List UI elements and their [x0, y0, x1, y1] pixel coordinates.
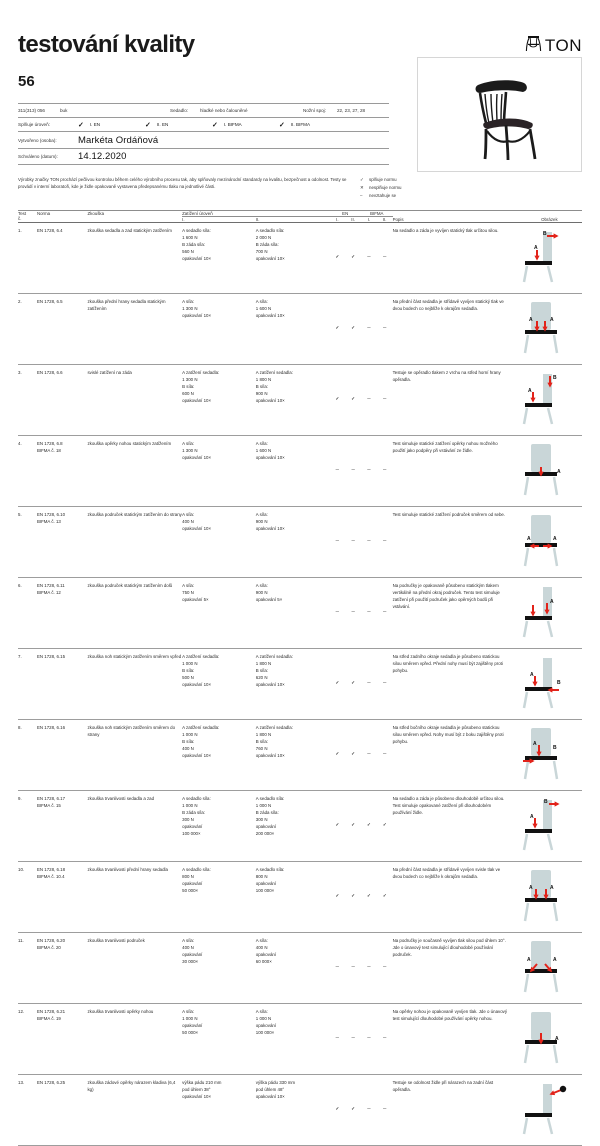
row-description: Na střed zadního okraje sedadla je působeno statickou silou směrem vpřed. Přední nohy musí být zajištěny proti pohybu.	[393, 649, 517, 720]
mark-1: ✓	[345, 365, 361, 436]
mark-0: –	[329, 933, 345, 1004]
row-test-name: zkouška područek statickým zatížením dolů	[87, 578, 182, 649]
svg-text:B: B	[552, 375, 557, 382]
mark-2: ✓	[361, 862, 377, 933]
armrest-durability-icon	[517, 938, 575, 996]
svg-text:A: A	[532, 741, 537, 748]
seat-back-durability-icon	[517, 796, 575, 854]
row-level-1: A síla: 400 N opakování 10×	[182, 507, 256, 578]
row-figure	[517, 294, 582, 365]
seat-back-static-load-icon	[517, 228, 575, 286]
row-level-2: A síla: 900 N opakování 5×	[256, 578, 330, 649]
table-body	[18, 223, 582, 1146]
mark-3: –	[377, 294, 393, 365]
legend-label: nevztahuje se	[369, 193, 397, 199]
row-norm: EN 1728, 6.25	[37, 1075, 88, 1146]
level-name: II. BIFMA	[290, 122, 311, 127]
legend-label: splňuje normu	[369, 177, 397, 182]
row-norm: EN 1728, 6.4	[37, 223, 88, 294]
row-level-2: A síla: 1 000 N opakování 100 000×	[256, 1004, 330, 1075]
mark-2: –	[361, 1075, 377, 1146]
row-description: Testuje se odolnost židle při nárazech na zadní část opěradla.	[393, 1075, 517, 1146]
row-number: 11.	[18, 933, 37, 1004]
legend	[360, 176, 401, 200]
svg-text:B: B	[543, 799, 548, 806]
level-item-2	[212, 121, 279, 129]
mark-0: ✓	[329, 720, 345, 791]
row-number: 12.	[18, 1004, 37, 1075]
col-header-bifma-1: I.	[367, 217, 371, 223]
row-norm: EN 1728, 6.10 BIFMA č. 13	[37, 507, 88, 578]
svg-text:A: A	[529, 814, 534, 821]
row-description: Na područky je současně vyvíjen tlak silou pod úhlem 10°. Jde o únavový test simulující dlouhodobé používání područek.	[393, 933, 517, 1004]
row-level-1: A zatížení sedadla: 1 300 N B síla: 600 N opakování 10×	[182, 365, 256, 436]
svg-text:A: A	[528, 885, 533, 892]
row-figure	[517, 649, 582, 720]
row-level-1: A síla: 1 000 N opakování 50 000×	[182, 1004, 256, 1075]
mark-0: ✓	[329, 223, 345, 294]
col-header-test: Zkouška	[87, 211, 105, 217]
col-header-en-1: I.	[336, 217, 339, 223]
legs-forward-load-icon	[517, 654, 575, 712]
page-title: testování kvality	[18, 31, 195, 58]
footrest-static-load-icon	[517, 441, 575, 499]
mark-0: –	[329, 1004, 345, 1075]
col-header-en-group: EN	[329, 211, 361, 217]
svg-text:A: A	[533, 245, 538, 252]
svg-text:A: A	[529, 672, 534, 679]
level-item-1	[145, 121, 212, 129]
check-icon: ✓	[78, 121, 84, 129]
svg-text:A: A	[549, 317, 554, 324]
row-description: Na opěrky nohou je opakovaně vyvíjen tlak. Jde o únavový test simulující dlouhodobé používání opěrky nohou.	[393, 1004, 517, 1075]
armrest-down-load-icon	[517, 583, 575, 641]
seat-label: Sedadlo:	[170, 108, 189, 113]
table-row	[18, 720, 582, 791]
row-level-1: A sedadlo síla: 800 N opakování 50 000×	[182, 862, 256, 933]
check-icon: ✓	[145, 121, 151, 129]
row-norm: EN 1728, 6.5	[37, 294, 88, 365]
product-code: 311(313) 056	[18, 108, 45, 113]
mark-1: ✓	[345, 720, 361, 791]
mark-1: –	[345, 436, 361, 507]
table-row	[18, 933, 582, 1004]
footrest-durability-icon	[517, 1009, 575, 1067]
row-level-1: A síla: 750 N opakování 5×	[182, 578, 256, 649]
legend-label: nesplňuje normu	[369, 185, 402, 191]
row-test-name: zkouška trvanlivosti sedadla a zad	[87, 791, 182, 862]
row-figure	[517, 365, 582, 436]
row-level-2: A síla: 1 600 N opakování 10×	[256, 436, 330, 507]
row-level-2: A zatížení sedadla: 1 800 N B síla: 900 N opakování 10×	[256, 365, 330, 436]
mark-2: –	[361, 649, 377, 720]
col-header-image: Obrázek	[541, 217, 558, 223]
check-icon: ✓	[212, 121, 218, 129]
seat-value: hladké nebo čalouněné	[200, 108, 248, 113]
mark-2: –	[361, 933, 377, 1004]
row-norm: EN 1728, 6.6	[37, 365, 88, 436]
table-header	[18, 211, 582, 223]
row-number: 7.	[18, 649, 37, 720]
row-description: Test simuluje statické zatížení opěrky nohou možného použití jako podpěry při vstávání ze židle.	[393, 436, 517, 507]
row-level-1: A sedadlo síla: 1 000 N B záda síla: 300 N opakování 100 000×	[182, 791, 256, 862]
row-level-2: A síla: 400 N opakování 60 000×	[256, 933, 330, 1004]
row-description: Na sedadlo a záda je vyvíjen statický tlak určitou silou.	[393, 223, 517, 294]
mark-1: ✓	[345, 791, 361, 862]
row-figure	[517, 1004, 582, 1075]
row-level-2: A síla: 1 600 N opakování 10×	[256, 294, 330, 365]
row-norm: EN 1728, 6.15	[37, 649, 88, 720]
row-description: Na područky je opakovaně působeno statickým tlakem vertikálně na přední okraj područek. Tento test simuluje zatížení při použití područek jako opěrných bodů při vstávání.	[393, 578, 517, 649]
front-edge-static-load-icon	[517, 299, 575, 357]
meta-row-author	[18, 131, 389, 148]
col-header-norm: Norma	[36, 211, 51, 217]
table-row	[18, 1075, 582, 1146]
svg-text:B: B	[556, 680, 561, 687]
mark-3: –	[377, 1075, 393, 1146]
svg-text:A: A	[549, 599, 554, 606]
svg-text:A: A	[552, 536, 557, 543]
svg-text:A: A	[528, 317, 533, 324]
row-level-1: A zatížení sedadla: 1 000 N B síla: 400 N opakování 10×	[182, 720, 256, 791]
check-icon: ✓	[360, 177, 364, 182]
col-header-bifma-group: BIFMA	[361, 211, 393, 217]
mark-1: ✓	[345, 649, 361, 720]
row-level-1: výška pádu 210 mm pod úhlem 38° opakování 10×	[182, 1075, 256, 1146]
row-test-name: zkouška područek statickým zatížením do strany	[87, 507, 182, 578]
row-figure	[517, 507, 582, 578]
legend-item-fail	[360, 184, 401, 192]
mark-3: –	[377, 720, 393, 791]
cross-icon: ✕	[360, 185, 364, 191]
table-row	[18, 294, 582, 365]
row-figure	[517, 1075, 582, 1146]
mark-0: ✓	[329, 365, 345, 436]
table-row	[18, 436, 582, 507]
legjoint-value: 22, 23, 27, 28	[337, 108, 366, 113]
row-description: Na sedadlo a záda je působeno dlouhodobě určitou silou. Test simuluje opakované zatížení při dlouhodobém používání židle.	[393, 791, 517, 862]
row-level-2: A zatížení sedadla: 1 800 N B síla: 760 N opakování 10×	[256, 720, 330, 791]
level-name: I. BIFMA	[223, 122, 242, 127]
row-figure	[517, 578, 582, 649]
row-test-name: zkouška opěrky nohou statickým zatížením	[87, 436, 182, 507]
armrest-side-load-icon	[517, 512, 575, 570]
row-description: Test simuluje statické zatížení područek směrem od sebe.	[393, 507, 517, 578]
row-test-name: zkouška trvanlivosti područek	[87, 933, 182, 1004]
author-label: Vytvořeno (osoba):	[18, 137, 57, 143]
svg-text:A: A	[554, 1036, 559, 1043]
row-number: 1.	[18, 223, 37, 294]
mark-1: –	[345, 578, 361, 649]
row-norm: EN 1728, 6.18 BIFMA č. 10.4	[37, 862, 88, 933]
row-number: 5.	[18, 507, 37, 578]
mark-0: –	[329, 507, 345, 578]
note-block	[18, 176, 582, 200]
level-name: I. EN	[89, 122, 101, 127]
col-header-en-2: II.	[351, 217, 355, 223]
table-row	[18, 223, 582, 294]
svg-text:A: A	[527, 388, 532, 395]
row-figure	[517, 862, 582, 933]
mark-3: ✓	[377, 791, 393, 862]
row-level-1: A sedadlo síla: 1 600 N B záda síla: 560 N opakování 10×	[182, 223, 256, 294]
intro-paragraph: Výrobky značky TON prochází pečlivou kontrolou během celého výrobního procesu tak, aby splňovaly mezinárodní standardy na kvalitu, bezpečnost a odolnost. Testy se provádí v interní laboratoři, kde je židle opakovaně vystavena předepsanému tlaku na jednotlivé části.	[18, 177, 347, 190]
level-item-3	[279, 121, 346, 129]
svg-text:B: B	[542, 231, 547, 238]
row-norm: EN 1728, 6.11 BIFMA č. 12	[37, 578, 88, 649]
row-norm: EN 1728, 6.8 BIFMA č. 18	[37, 436, 88, 507]
row-number: 10.	[18, 862, 37, 933]
meta-row-levels	[18, 117, 389, 131]
mark-3: –	[377, 649, 393, 720]
row-description: Na přední část sedadla je střídavě vyvíjen statický tlak ve dvou bodech co nejblíže k okrajům sedadla.	[393, 294, 517, 365]
mark-0: ✓	[329, 862, 345, 933]
svg-text:A: A	[526, 957, 531, 964]
mark-3: –	[377, 223, 393, 294]
level-item-0	[78, 121, 145, 129]
row-level-2: A zatížení sedadla: 1 800 N B síla: 620 N opakování 10×	[256, 649, 330, 720]
mark-2: –	[361, 436, 377, 507]
table-row	[18, 791, 582, 862]
col-header-test-no: Test č.	[18, 211, 27, 222]
mark-1: ✓	[345, 223, 361, 294]
row-test-name: zkouška trvanlivosti přední hrany sedadla	[87, 862, 182, 933]
mark-3: –	[377, 578, 393, 649]
row-level-2: A sedadlo síla: 1 000 N B záda síla: 300 N opakování 200 000×	[256, 791, 330, 862]
row-number: 4.	[18, 436, 37, 507]
mark-3: –	[377, 933, 393, 1004]
mark-0: –	[329, 436, 345, 507]
table-row	[18, 365, 582, 436]
levels-list	[78, 121, 346, 129]
col-header-bifma-2: II.	[382, 217, 387, 223]
mark-2: –	[361, 1004, 377, 1075]
row-figure	[517, 933, 582, 1004]
approved-label: Schváleno (datum):	[18, 154, 58, 159]
author-value: Markéta Ordáňová	[78, 134, 159, 146]
mark-0: ✓	[329, 791, 345, 862]
mark-1: –	[345, 1004, 361, 1075]
row-test-name: zkouška noh statickým zatížením směrem do strany	[87, 720, 182, 791]
svg-text:B: B	[552, 745, 557, 752]
brand-name: TON	[544, 36, 582, 55]
legjoint-label: Nožní spoj:	[303, 108, 326, 113]
levels-label: Splňuje úroveň:	[18, 122, 50, 127]
check-icon: ✓	[279, 121, 285, 129]
svg-text:A: A	[556, 469, 561, 476]
row-test-name: zkouška zádové opěrky nárazem kladiva (6,4 kg)	[87, 1075, 182, 1146]
mark-3: –	[377, 507, 393, 578]
mark-0: ✓	[329, 1075, 345, 1146]
mark-3: –	[377, 365, 393, 436]
row-test-name: svislé zatížení na záda	[87, 365, 182, 436]
row-test-name: zkouška sedadla a zad statickým zatížením	[87, 223, 182, 294]
row-norm: EN 1728, 6.21 BIFMA č. 19	[37, 1004, 88, 1075]
row-description: Na přední část sedadla je střídavě vyvíjen svisle tlak ve dvou bodech co nejblíže k okrajům sedadla.	[393, 862, 517, 933]
row-norm: EN 1728, 6.17 BIFMA č. 15	[37, 791, 88, 862]
meta-row-product	[18, 103, 389, 117]
backrest-impact-icon	[517, 1080, 575, 1138]
row-description: Testuje se opěradlo tlakem z vrchu na střed horní hrany opěradla.	[393, 365, 517, 436]
col-header-desc: Popis	[392, 217, 404, 223]
front-edge-durability-icon	[517, 867, 575, 925]
svg-text:A: A	[549, 885, 554, 892]
table-row	[18, 649, 582, 720]
row-number: 3.	[18, 365, 37, 436]
row-figure	[517, 791, 582, 862]
mark-3: ✓	[377, 862, 393, 933]
row-number: 9.	[18, 791, 37, 862]
row-level-1: A síla: 1 300 N opakování 10×	[182, 436, 256, 507]
row-level-2: A sedadlo síla: 2 000 N B záda síla: 700 N opakování 10×	[256, 223, 330, 294]
dash-icon: –	[360, 193, 363, 199]
col-header-load-2: II.	[255, 217, 260, 223]
mark-2: –	[361, 294, 377, 365]
mark-1: –	[345, 507, 361, 578]
row-figure	[517, 436, 582, 507]
mark-2: –	[361, 223, 377, 294]
row-test-name: zkouška trvanlivosti opěrky nohou	[87, 1004, 182, 1075]
mark-1: ✓	[345, 1075, 361, 1146]
mark-0: ✓	[329, 649, 345, 720]
mark-1: ✓	[345, 862, 361, 933]
row-test-name: zkouška přední hrany sedadla statickým zatížením	[87, 294, 182, 365]
test-results-table	[18, 211, 582, 1145]
mark-2: –	[361, 578, 377, 649]
table-row	[18, 578, 582, 649]
meta-block	[18, 103, 389, 165]
model-number: 56	[18, 73, 35, 90]
row-number: 2.	[18, 294, 37, 365]
vertical-back-load-icon	[517, 370, 575, 428]
wood-type: buk	[60, 108, 68, 113]
meta-row-approved	[18, 148, 389, 165]
col-header-load-group: Zatížení úroveň	[182, 211, 329, 217]
svg-text:A: A	[526, 536, 531, 543]
mark-1: –	[345, 933, 361, 1004]
row-level-1: A síla: 1 300 N opakování 10×	[182, 294, 256, 365]
table-row	[18, 1004, 582, 1075]
row-level-1: A síla: 400 N opakování 30 000×	[182, 933, 256, 1004]
row-figure	[517, 223, 582, 294]
svg-text:A: A	[552, 957, 557, 964]
row-level-1: A zatížení sedadla: 1 000 N B síla: 500 N opakování 10×	[182, 649, 256, 720]
row-description: Na střed bočního okraje sedadla je působeno statickou silou směrem vpřed. Nohy musí být z boku zajištěny proti pohybu.	[393, 720, 517, 791]
legs-side-load-icon	[517, 725, 575, 783]
mark-2: ✓	[361, 791, 377, 862]
legend-item-pass	[360, 176, 401, 184]
col-header-load-1: I.	[182, 217, 185, 223]
mark-3: –	[377, 436, 393, 507]
row-test-name: zkouška noh statickým zatížením směrem vpřed	[87, 649, 182, 720]
mark-0: ✓	[329, 294, 345, 365]
row-norm: EN 1728, 6.20 BIFMA č. 20	[37, 933, 88, 1004]
row-level-2: A sedadlo síla: 800 N opakování 100 000×	[256, 862, 330, 933]
row-norm: EN 1728, 6.16	[37, 720, 88, 791]
level-name: II. EN	[156, 122, 169, 127]
table-row	[18, 862, 582, 933]
row-number: 6.	[18, 578, 37, 649]
approved-value: 14.12.2020	[78, 151, 127, 162]
row-figure	[517, 720, 582, 791]
table-row	[18, 507, 582, 578]
row-number: 8.	[18, 720, 37, 791]
row-level-2: výška pádu 330 mm pod úhlem 48° opakování 10×	[256, 1075, 330, 1146]
mark-2: –	[361, 507, 377, 578]
mark-3: –	[377, 1004, 393, 1075]
legend-item-na	[360, 192, 401, 200]
mark-1: ✓	[345, 294, 361, 365]
row-number: 13.	[18, 1075, 37, 1146]
row-level-2: A síla: 900 N opakování 10×	[256, 507, 330, 578]
mark-0: –	[329, 578, 345, 649]
mark-2: –	[361, 365, 377, 436]
mark-2: –	[361, 720, 377, 791]
